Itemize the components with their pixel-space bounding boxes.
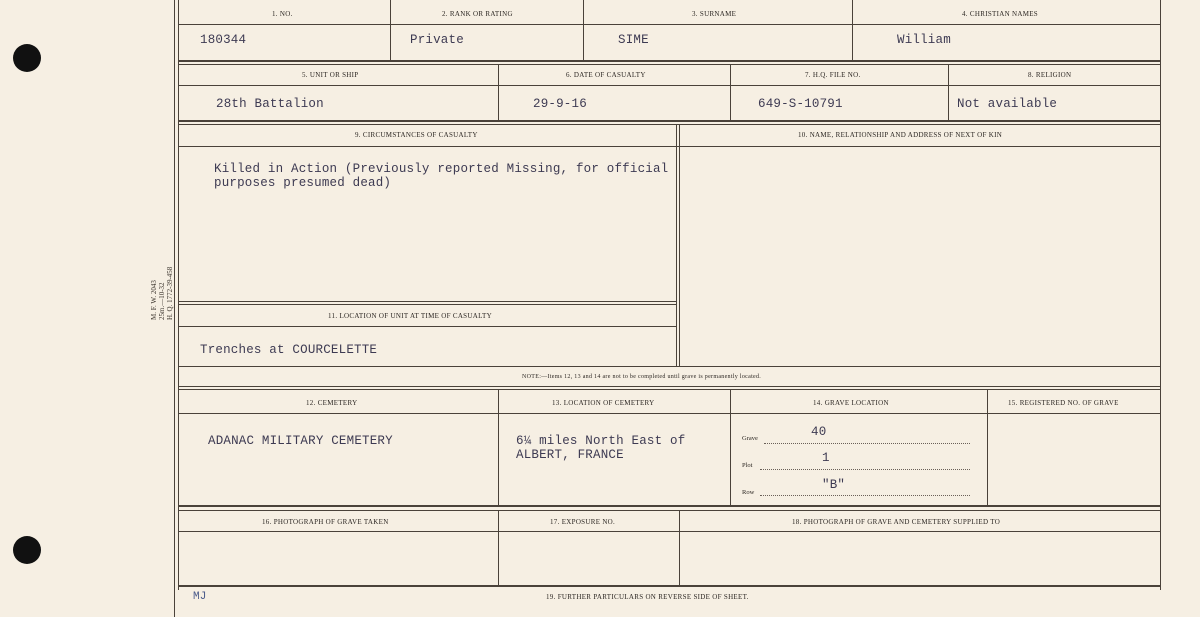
label-grave-location: 14. GRAVE LOCATION bbox=[813, 399, 889, 407]
value-number: 180344 bbox=[200, 33, 247, 47]
label-christian-names: 4. CHRISTIAN NAMES bbox=[962, 10, 1038, 18]
label-religion: 8. RELIGION bbox=[1028, 71, 1072, 79]
label-plot: Plot bbox=[742, 462, 753, 469]
label-date: 6. DATE OF CASUALTY bbox=[566, 71, 646, 79]
printer-code: M. F. W. 2043 25m.—10-32 H. Q. 1772-39-458 bbox=[150, 266, 174, 320]
label-cemetery: 12. CEMETERY bbox=[306, 399, 358, 407]
label-circumstances: 9. CIRCUMSTANCES OF CASUALTY bbox=[355, 131, 478, 139]
label-photo-taken: 16. PHOTOGRAPH OF GRAVE TAKEN bbox=[262, 518, 389, 526]
further-particulars: 19. FURTHER PARTICULARS ON REVERSE SIDE OF SHEET. bbox=[546, 593, 749, 601]
label-grave: Grave bbox=[742, 435, 758, 442]
label-file-no: 7. H.Q. FILE NO. bbox=[805, 71, 861, 79]
label-cemetery-location: 13. LOCATION OF CEMETERY bbox=[552, 399, 655, 407]
label-row: Row bbox=[742, 489, 755, 496]
punch-hole-bottom bbox=[13, 536, 41, 564]
value-date: 29-9-16 bbox=[533, 97, 587, 111]
left-border bbox=[174, 0, 175, 617]
value-unit: 28th Battalion bbox=[216, 97, 324, 111]
label-surname: 3. SURNAME bbox=[692, 10, 737, 18]
value-plot: 1 bbox=[822, 451, 830, 465]
label-unit: 5. UNIT OR SHIP bbox=[302, 71, 359, 79]
value-cemetery-location: 6¼ miles North East of ALBERT, FRANCE bbox=[516, 434, 686, 462]
value-cemetery: ADANAC MILITARY CEMETERY bbox=[208, 434, 393, 448]
label-location-unit: 11. LOCATION OF UNIT AT TIME OF CASUALTY bbox=[328, 312, 492, 320]
label-registered-no: 15. REGISTERED NO. OF GRAVE bbox=[1008, 399, 1119, 407]
value-grave: 40 bbox=[811, 425, 827, 439]
label-next-of-kin: 10. NAME, RELATIONSHIP AND ADDRESS OF NEXT OF KIN bbox=[798, 131, 1003, 139]
label-photo-supplied: 18. PHOTOGRAPH OF GRAVE AND CEMETERY SUPPLIED TO bbox=[792, 518, 1001, 526]
value-file-no: 649-S-10791 bbox=[758, 97, 843, 111]
label-rank: 2. RANK OR RATING bbox=[442, 10, 513, 18]
value-row: "B" bbox=[822, 478, 846, 492]
value-christian-names: William bbox=[897, 33, 951, 47]
value-religion: Not available bbox=[957, 97, 1058, 111]
label-exposure-no: 17. EXPOSURE NO. bbox=[550, 518, 616, 526]
initials: MJ bbox=[193, 591, 207, 603]
right-border bbox=[1160, 0, 1161, 590]
label-number: 1. NO. bbox=[272, 10, 293, 18]
value-rank: Private bbox=[410, 33, 464, 47]
value-surname: SIME bbox=[618, 33, 649, 47]
note-text: NOTE:—Items 12, 13 and 14 are not to be completed until grave is permanently located. bbox=[522, 374, 762, 380]
value-location-unit: Trenches at COURCELETTE bbox=[200, 343, 378, 357]
value-circumstances: Killed in Action (Previously reported Missing, for official purposes presumed dead) bbox=[214, 162, 669, 190]
punch-hole-top bbox=[13, 44, 41, 72]
